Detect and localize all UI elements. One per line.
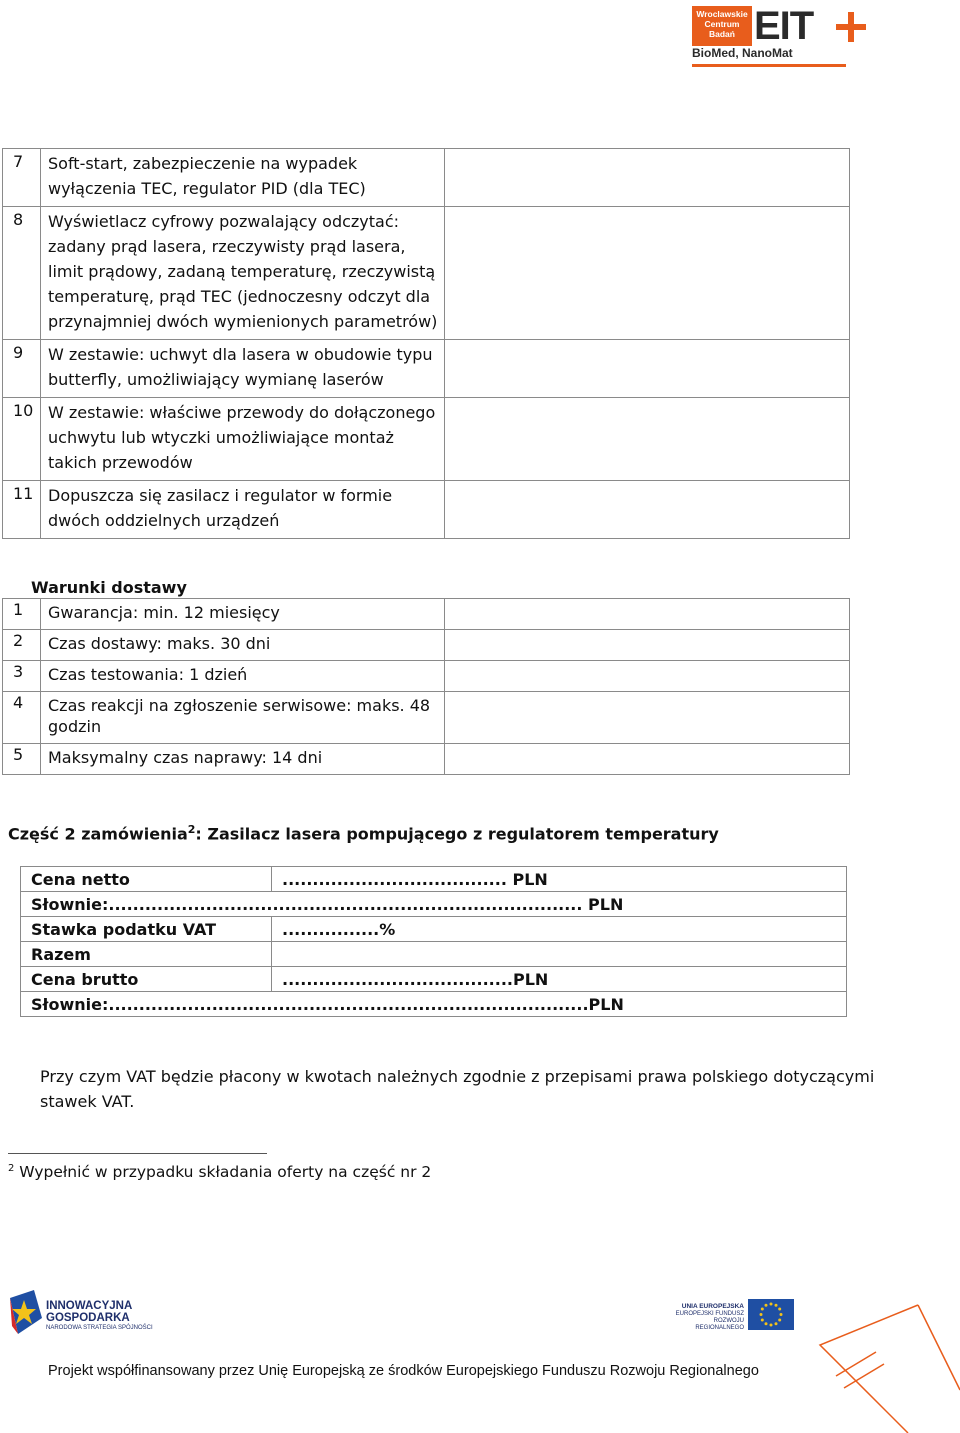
row-description: Gwarancja: min. 12 miesięcy <box>41 599 445 630</box>
delivery-table <box>2 598 850 775</box>
eu-stars-icon <box>748 1299 794 1330</box>
row-answer-cell <box>445 692 850 744</box>
spec-table <box>2 148 850 539</box>
eit-logo-text: EIT <box>754 4 814 48</box>
row-description: Czas reakcji na zgłoszenie serwisowe: maks. 48 godzin <box>41 692 445 744</box>
project-footer: Projekt współfinansowany przez Unię Europejską ze środków Europejskiego Funduszu Rozwoju Regionalnego <box>48 1363 759 1379</box>
row-number: 8 <box>3 207 41 340</box>
plus-icon-vertical <box>848 12 854 42</box>
row-answer-cell <box>445 340 850 398</box>
eu-line1: UNIA EUROPEJSKA <box>681 1303 744 1310</box>
vat-value-field[interactable]: ................% <box>272 917 847 942</box>
vat-note: Przy czym VAT będzie płacony w kwotach należnych zgodnie z przepisami prawa polskiego dotyczącymi stawek VAT. <box>40 1067 875 1111</box>
table-row <box>21 967 847 992</box>
row-number: 9 <box>3 340 41 398</box>
row-number: 5 <box>3 744 41 775</box>
brutto-value-field[interactable]: ......................................PLN <box>272 967 847 992</box>
wcb-logo-block: Wroclawskie Centrum Badań <box>692 6 752 46</box>
row-number: 10 <box>3 398 41 481</box>
table-row <box>3 149 850 207</box>
table-row <box>21 917 847 942</box>
table-row <box>3 340 850 398</box>
ig-title <box>46 1300 132 1324</box>
innowacyjna-gospodarka-logo <box>8 1290 168 1340</box>
row-answer-cell <box>445 398 850 481</box>
eu-logo <box>668 1299 796 1331</box>
footnote-text: Wypełnić w przypadku składania oferty na część nr 2 <box>14 1163 432 1182</box>
eit-logo-subtitle: BioMed, NanoMat <box>692 46 793 60</box>
footnote <box>8 1163 431 1181</box>
table-row <box>21 867 847 892</box>
row-answer-cell <box>445 599 850 630</box>
row-number: 2 <box>3 630 41 661</box>
delivery-title: Warunki dostawy <box>31 578 187 597</box>
table-row <box>3 661 850 692</box>
vat-label: Stawka podatku VAT <box>21 917 272 942</box>
razem-label: Razem <box>21 942 272 967</box>
part-title-start: Część 2 zamówienia <box>8 824 188 844</box>
row-number: 11 <box>3 481 41 539</box>
row-answer-cell <box>445 481 850 539</box>
table-row <box>21 992 847 1017</box>
row-description: W zestawie: uchwyt dla lasera w obudowie typu butterfly, umożliwiający wymianę laserów <box>41 340 445 398</box>
row-description: Czas testowania: 1 dzień <box>41 661 445 692</box>
row-answer-cell <box>445 661 850 692</box>
ig-line2: GOSPODARKA <box>46 1312 130 1324</box>
row-number: 1 <box>3 599 41 630</box>
part-title <box>8 823 719 843</box>
row-description: Maksymalny czas naprawy: 14 dni <box>41 744 445 775</box>
row-number: 3 <box>3 661 41 692</box>
row-description: Soft-start, zabezpieczenie na wypadek wyłączenia TEC, regulator PID (dla TEC) <box>41 149 445 207</box>
eu-flag-icon <box>748 1299 794 1330</box>
table-row <box>3 207 850 340</box>
ig-star-icon <box>8 1290 44 1334</box>
netto-value-field[interactable]: ..................................... PLN <box>272 867 847 892</box>
row-description: Dopuszcza się zasilacz i regulator w formie dwóch oddzielnych urządzeń <box>41 481 445 539</box>
row-answer-cell <box>445 630 850 661</box>
row-answer-cell <box>445 207 850 340</box>
footnote-divider <box>8 1153 267 1154</box>
row-description: W zestawie: właściwe przewody do dołączonego uchwytu lub wtyczki umożliwiające montaż takich przewodów <box>41 398 445 481</box>
price-table <box>20 866 847 1017</box>
table-row <box>21 942 847 967</box>
decorative-diamond-icon <box>800 1300 960 1433</box>
table-row <box>3 599 850 630</box>
table-row <box>21 892 847 917</box>
logo-underline <box>692 64 846 67</box>
slownie-brutto-field[interactable]: Słownie:...............................................................................PLN <box>21 992 847 1017</box>
ig-line1: INNOWACYJNA <box>46 1300 133 1312</box>
row-answer-cell <box>445 744 850 775</box>
razem-value-field[interactable] <box>272 942 847 967</box>
table-row <box>3 692 850 744</box>
row-number: 7 <box>3 149 41 207</box>
eu-text <box>668 1303 744 1332</box>
row-description: Czas dostawy: maks. 30 dni <box>41 630 445 661</box>
row-description: Wyświetlacz cyfrowy pozwalający odczytać: zadany prąd lasera, rzeczywisty prąd lasera, limit prądowy, zadaną temperaturę, rzeczywistą temperaturę, prąd TEC (jednoczesny odczyt dla przynajmniej dwóch wymienionych parametrów) <box>41 207 445 340</box>
brutto-label: Cena brutto <box>21 967 272 992</box>
netto-label: Cena netto <box>21 867 272 892</box>
table-row <box>3 398 850 481</box>
row-answer-cell <box>445 149 850 207</box>
footnote-ref: 2 <box>187 823 196 836</box>
footnote-number: 2 <box>8 1163 15 1174</box>
slownie-netto-field[interactable]: Słownie:.............................................................................. PLN <box>21 892 847 917</box>
ig-line3: NARODOWA STRATEGIA SPÓJNOŚCI <box>46 1325 153 1331</box>
table-row <box>3 630 850 661</box>
row-number: 4 <box>3 692 41 744</box>
table-row <box>3 481 850 539</box>
eit-logo <box>692 6 868 68</box>
part-title-end: : Zasilacz lasera pompującego z regulatorem temperatury <box>195 824 719 844</box>
eu-line2: EUROPEJSKI FUNDUSZ <box>675 1311 744 1317</box>
eu-line3: ROZWOJU REGIONALNEGO <box>695 1318 744 1331</box>
table-row <box>3 744 850 775</box>
